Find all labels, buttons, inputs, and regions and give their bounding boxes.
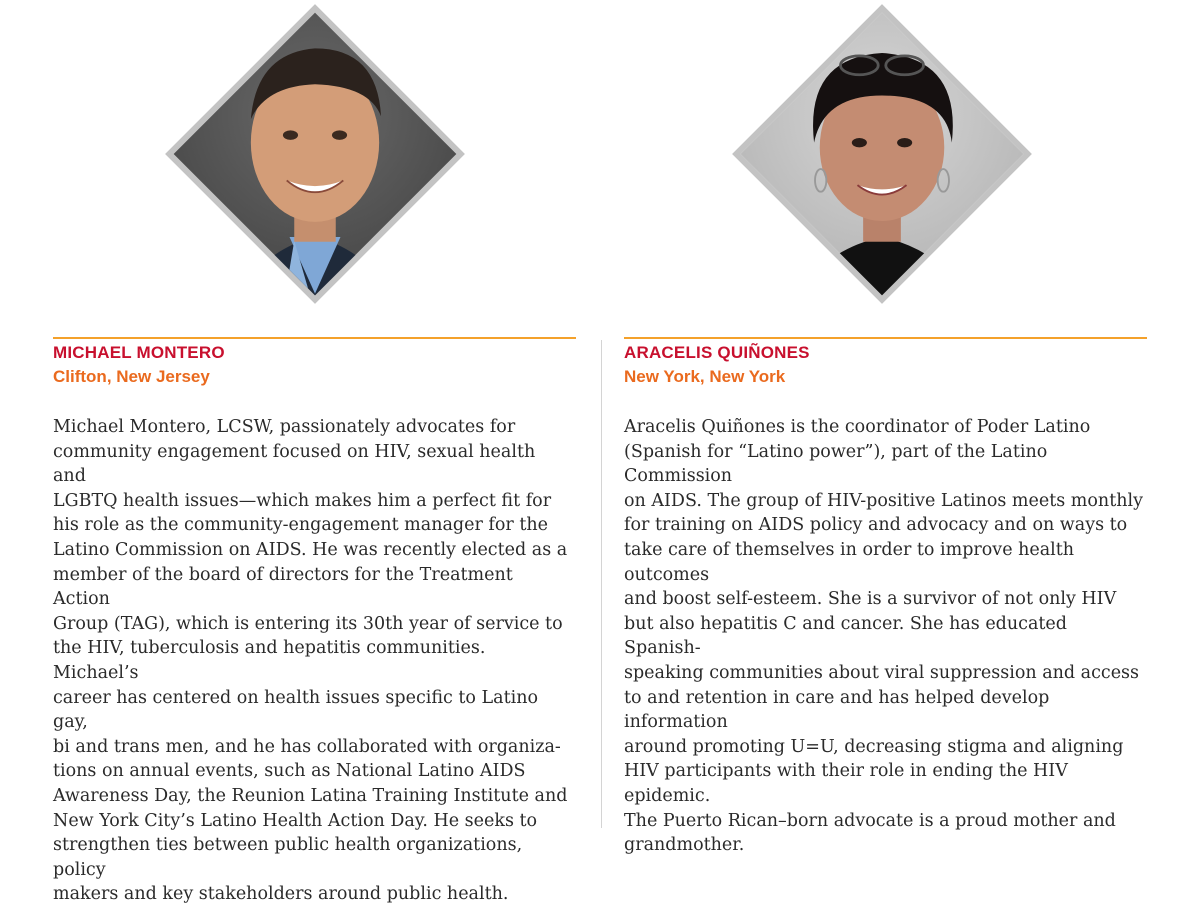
profile-name: MICHAEL MONTERO xyxy=(53,343,225,362)
profile-name: ARACELIS QUIÑONES xyxy=(624,343,810,362)
portrait-woman-icon xyxy=(732,4,1032,304)
profile-bio: Michael Montero, LCSW, passionately advocates for community engagement focused on HIV, sexual health and LGBTQ health issues—which makes him a perfect fit for his role as the community-engagement manager for the Latino Commission on AIDS. He was recently elected as a member of the board of directors for the Treatment Action Group (TAG), which is entering its 30th year of service to the HIV, tuberculosis and hepatitis communities. Michael’s career has centered on health issues specific to Latino gay, bi and trans men, and he has collaborated with organiza- tions on annual events, such as National Latino AIDS Awareness Day, the Reunion Latina Training Institute and New York City’s Latino Health Action Day. He seeks to strengthen ties between public health organizations, policy makers and key stakeholders around public health. xyxy=(53,417,568,905)
section-rule xyxy=(624,337,1147,339)
profile-location: Clifton, New Jersey xyxy=(53,367,210,386)
profile-location: New York, New York xyxy=(624,367,786,386)
profile-photo xyxy=(165,4,465,304)
column-divider xyxy=(601,340,602,828)
profile-photo xyxy=(732,4,1032,304)
profile-bio: Aracelis Quiñones is the coordinator of Poder Latino (Spanish for “Latino power”), part of the Latino Commission on AIDS. The group of HIV-positive Latinos meets monthly for training on AIDS policy and advocacy and on ways to take care of themselves in order to improve health outcomes and boost self-esteem. She is a survivor of not only HIV but also hepatitis C and cancer. She has educated Spanish- speaking communities about viral suppression and access to and retention in care and has helped develop information around promoting U=U, decreasing stigma and aligning HIV participants with their role in ending the HIV epidemic. The Puerto Rican–born advocate is a proud mother and grandmother. xyxy=(624,417,1143,856)
portrait-man-icon xyxy=(165,4,465,304)
section-rule xyxy=(53,337,576,339)
